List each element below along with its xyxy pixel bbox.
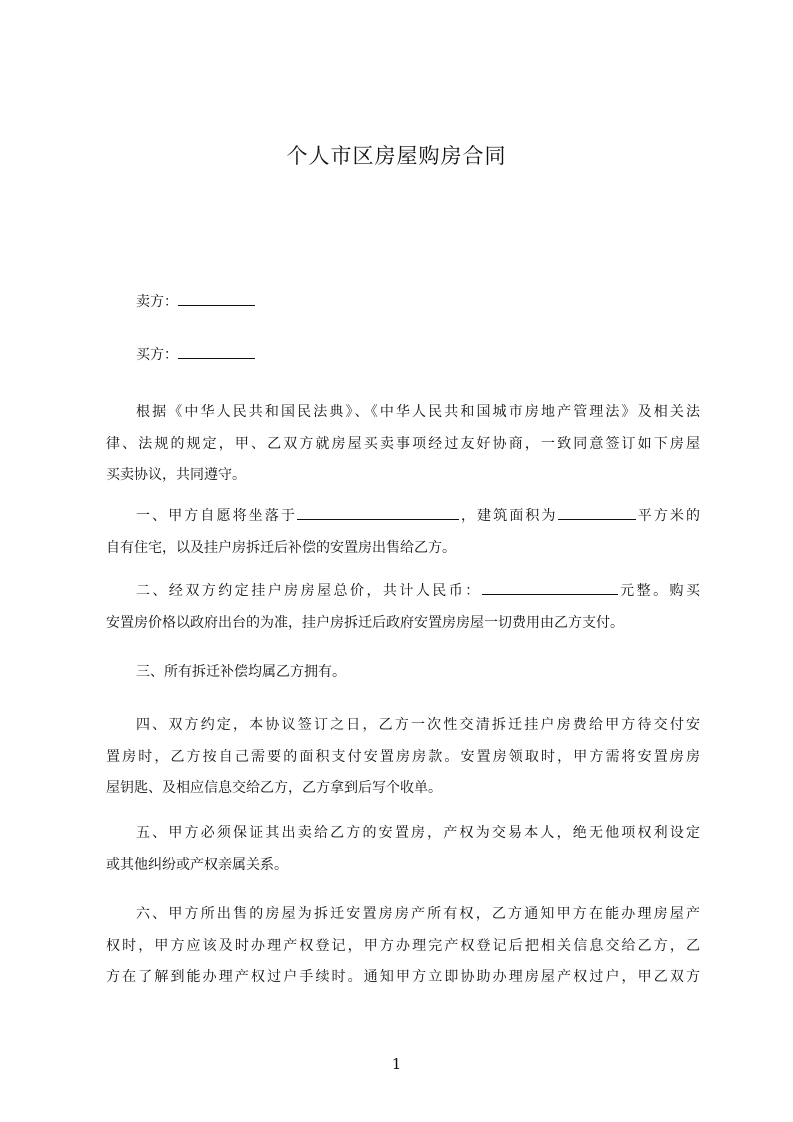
seller-blank [178,290,255,306]
clause-2-line-2: 安置房价格以政府出台的为准，挂户房拆迁后政府安置房房屋一切费用由乙方支付。 [106,614,624,631]
clause-2-line-1 [106,576,700,608]
buyer-label: 买方： [136,347,178,363]
seller-line [136,290,255,312]
clause-1-text-b: ，建筑面积为 [458,508,558,524]
clause-4-line-1: 四、双方约定，本协议签订之日，乙方一次性交清拆迁挂户房费给甲方待交付安 [136,717,700,733]
location-blank [297,504,459,520]
price-blank [482,579,618,595]
clause-6-line-3: 方在了解到能办理产权过户手续时。通知甲方立即协助办理房屋产权过户，甲乙双方 [106,969,700,985]
clause-1-text-c: 平方米的 [635,508,701,524]
clause-3 [106,657,700,689]
clause-1-text-a: 一、甲方自愿将坐落于 [136,508,297,524]
clause-5-line-1: 五、甲方必须保证其出卖给乙方的安置房，产权为交易本人，绝无他项权利设定 [136,825,700,841]
clause-4 [106,710,700,805]
clause-6-line-1: 六、甲方所出售的房屋为拆迁安置房房产所有权，乙方通知甲方在能办理房屋产 [136,906,700,922]
buyer-blank [178,343,255,359]
clause-5 [106,818,700,881]
clause-3-line-1: 三、所有拆迁补偿均属乙方拥有。 [136,664,346,680]
clause-2-text-b: 元整。购买 [617,583,701,599]
buyer-line [136,343,255,365]
intro-paragraph [106,397,700,492]
clause-1 [106,501,700,564]
clause-5-line-2: 或其他纠纷或产权亲属关系。 [106,856,288,873]
document-title: 个人市区房屋购房合同 [286,144,507,168]
intro-line-2: 律、法规的规定，甲、乙双方就房屋买卖事项经过友好协商，一致同意签订如下房屋 [106,435,700,452]
clause-6 [106,899,700,994]
intro-line-1: 根据《中华人民共和国民法典》、《中华人民共和国城市房地产管理法》及相关法 [136,404,700,420]
clause-4-line-3: 屋钥匙、及相应信息交给乙方，乙方拿到后写个收单。 [106,780,442,796]
clause-6-line-2: 权时，甲方应该及时办理产权登记，甲方办理完产权登记后把相关信息交给乙方，乙 [106,937,700,954]
intro-line-3: 买卖协议，共同遵守。 [106,467,246,483]
clause-2-text-a: 二、经双方约定挂户房房屋总价，共计人民币： [136,583,482,599]
clause-1-line-2: 自有住宅，以及挂户房拆迁后补偿的安置房出售给乙方。 [106,539,456,556]
clause-4-line-2: 置房时，乙方按自己需要的面积支付安置房房款。安置房领取时，甲方需将安置房房 [106,748,700,765]
clause-2 [106,576,700,639]
page-number: 1 [391,1055,402,1073]
area-blank [558,504,636,520]
clause-1-line-1 [106,501,700,533]
seller-label: 卖方： [136,294,178,310]
